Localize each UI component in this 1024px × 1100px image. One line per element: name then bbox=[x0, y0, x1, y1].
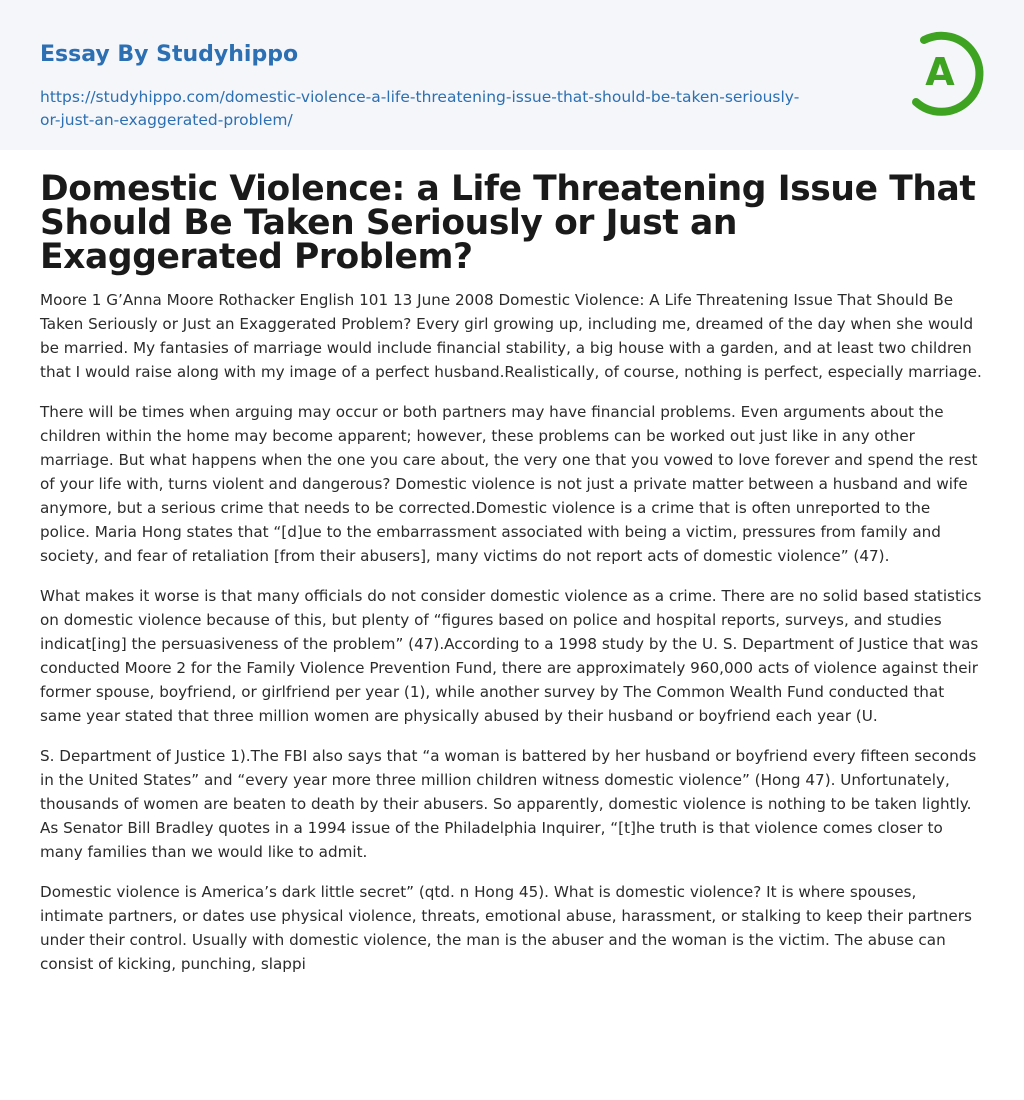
essay-paragraph: S. Department of Justice 1).The FBI also says that “a woman is battered by her husband or boyfriend every fifteen seconds in the United States” and “every year more three million children witness domestic violence” (Hong 47). Unfortunately, thousands of women are beaten to death by their abusers. So apparently, domestic violence is nothing to be taken lightly. As Senator Bill Bradley quotes in a 1994 issue of the Philadelphia Inquirer, “[t]he truth is that violence comes closer to many families than we would like to admit. bbox=[40, 747, 977, 861]
source-url-link[interactable]: https://studyhippo.com/domestic-violence-a-life-threatening-issue-that-should-be-taken-seriously-or-just-an-exaggerated-problem/ bbox=[40, 88, 800, 129]
studyhippo-logo-icon[interactable] bbox=[896, 28, 988, 116]
logo-letter: A bbox=[925, 50, 955, 94]
essay-paragraph: Moore 1 G’Anna Moore Rothacker English 101 13 June 2008 Domestic Violence: A Life Threatening Issue That Should Be Taken Seriously or Just an Exaggerated Problem? Every girl growing up, including me, dreamed of the day when she would be married. My fantasies of marriage would include financial stability, a big house with a garden, and at least two children that I would raise along with my image of a perfect husband.Realistically, of course, nothing is perfect, especially marriage. bbox=[40, 291, 982, 381]
essay-paragraph: Domestic violence is America’s dark little secret” (qtd. n Hong 45). What is domestic violence? It is where spouses, intimate partners, or dates use physical violence, threats, emotional abuse, harassment, or stalking to keep their partners under their control. Usually with domestic violence, the man is the abuser and the woman is the victim. The abuse can consist of kicking, punching, slappi bbox=[40, 883, 972, 973]
brand-title[interactable]: Essay By Studyhippo bbox=[40, 42, 299, 67]
essay-title: Domestic Violence: a Life Threatening Issue That Should Be Taken Seriously or Just an Exaggerated Problem? bbox=[40, 169, 976, 277]
essay-content bbox=[0, 169, 1024, 976]
site-header bbox=[0, 0, 1024, 150]
essay-paragraph: There will be times when arguing may occur or both partners may have financial problems. Even arguments about the children within the home may become apparent; however, these problems can be worked out just like in any other marriage. But what happens when the one you care about, the very one that you vowed to love forever and spend the rest of your life with, turns violent and dangerous? Domestic violence is not just a private matter between a husband and wife anymore, but a serious crime that needs to be corrected.Domestic violence is a crime that is often unreported to the police. Maria Hong states that “[d]ue to the embarrassment associated with being a victim, pressures from family and society, and fear of retaliation [from their abusers], many victims do not report acts of domestic violence” (47). bbox=[40, 403, 978, 565]
essay-paragraph: What makes it worse is that many officials do not consider domestic violence as a crime. There are no solid based statistics on domestic violence because of this, but plenty of “figures based on police and hospital reports, surveys, and studies indicat[ing] the persuasiveness of the problem” (47).According to a 1998 study by the U. S. Department of Justice that was conducted Moore 2 for the Family Violence Prevention Fund, there are approximately 960,000 acts of violence against their former spouse, boyfriend, or girlfriend per year (1), while another survey by The Common Wealth Fund conducted that same year stated that three million women are physically abused by their husband or boyfriend each year (U. bbox=[40, 587, 982, 725]
